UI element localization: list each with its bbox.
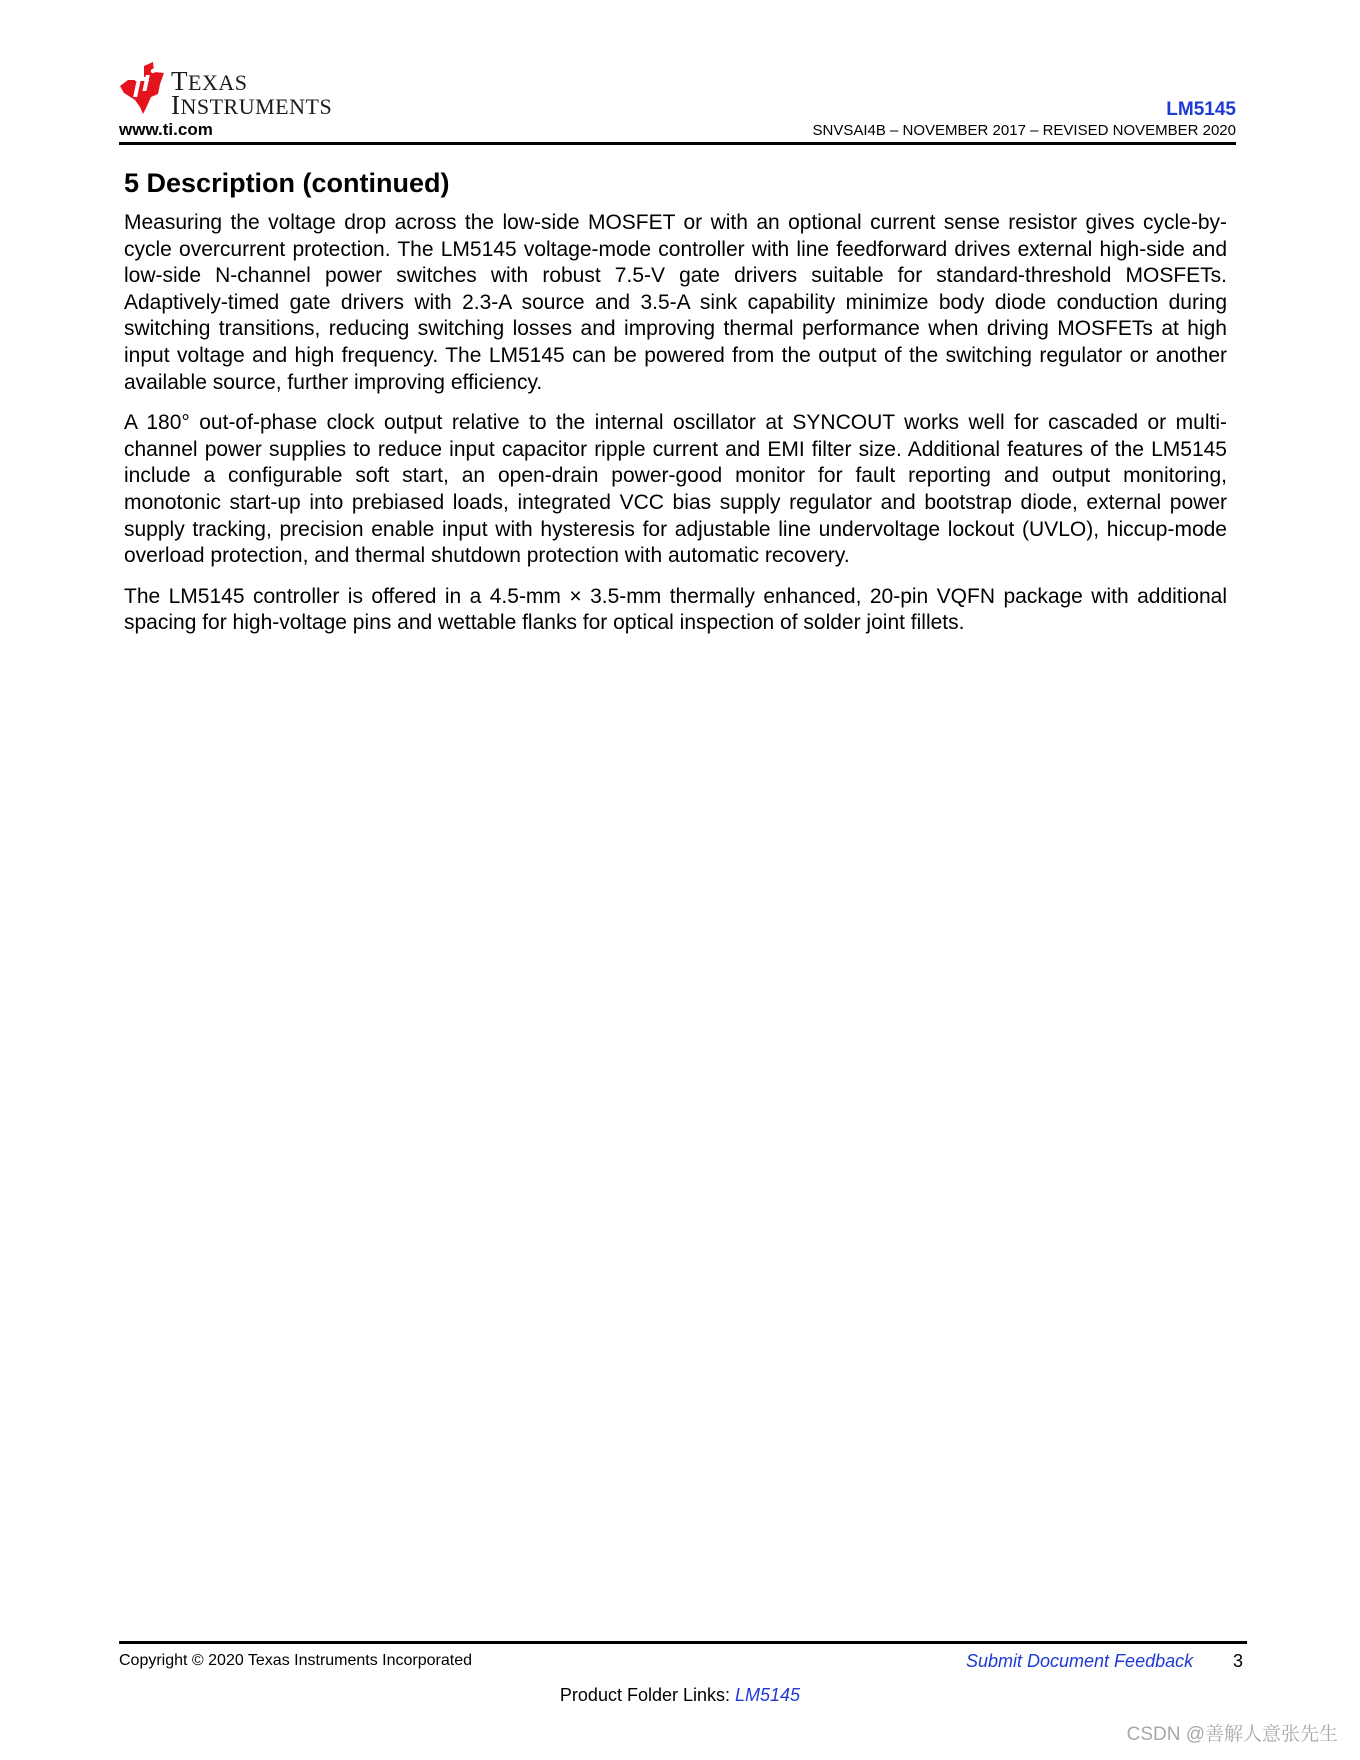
page-number: 3 (1233, 1651, 1244, 1671)
header-document-id: SNVSAI4B – NOVEMBER 2017 – REVISED NOVEMBER 2020 (812, 122, 1236, 139)
header-divider (119, 142, 1236, 145)
product-folder-link[interactable]: LM5145 (735, 1685, 801, 1705)
product-folder-links-label: Product Folder Links: (559, 1685, 735, 1705)
paragraph-3: The LM5145 controller is offered in a 4.5-mm × 3.5-mm thermally enhanced, 20-pin VQFN package with additional spacing for high-voltage pins and wettable flanks for optical inspection of solder joint fillets. (124, 584, 1227, 635)
ti-logo-wordmark: TEXAS INSTRUMENTS (171, 66, 333, 120)
site-url[interactable]: www.ti.com (119, 120, 213, 139)
paragraph-1: Measuring the voltage drop across the low-side MOSFET or with an optional current sense resistor gives cycle-by-cycle overcurrent protection. The LM5145 voltage-mode controller with line feedforward drives external high-side and low-side N-channel power switches with robust 7.5-V gate drivers suitable for standard-threshold MOSFETs. Adaptively-timed gate drivers with 2.3-A source and 3.5-A sink capability minimize body diode conduction during switching transitions, reducing switching losses and improving thermal performance when driving MOSFETs at high input voltage and high frequency. The LM5145 can be powered from the output of the switching regulator or another available source, further improving efficiency. (124, 211, 1227, 394)
footer-divider (119, 1641, 1247, 1644)
header-product-name[interactable]: LM5145 (1166, 99, 1236, 120)
section-body (124, 210, 1227, 651)
paragraph-2: A 180° out-of-phase clock output relative to the internal oscillator at SYNCOUT works well for cascaded or multi-channel power supplies to reduce input capacitor ripple current and EMI filter size. Additional features of the LM5145 include a configurable soft start, an open-drain power-good monitor for fault reporting and output monitoring, monotonic start-up into prebiased loads, integrated VCC bias supply regulator and bootstrap diode, external power supply tracking, precision enable input with hysteresis for adjustable line undervoltage lockout (UVLO), hiccup-mode overload protection, and thermal shutdown protection with automatic recovery. (124, 411, 1227, 568)
product-folder-links (0, 1685, 1360, 1706)
ti-logo (118, 60, 358, 120)
ti-logo-icon (118, 60, 168, 116)
footer-copyright: Copyright © 2020 Texas Instruments Incorporated (119, 1652, 473, 1669)
section-title: 5 Description (continued) (124, 168, 450, 198)
submit-feedback-link[interactable]: Submit Document Feedback (966, 1651, 1194, 1671)
watermark: CSDN @善解人意张先生 (1126, 1724, 1338, 1745)
